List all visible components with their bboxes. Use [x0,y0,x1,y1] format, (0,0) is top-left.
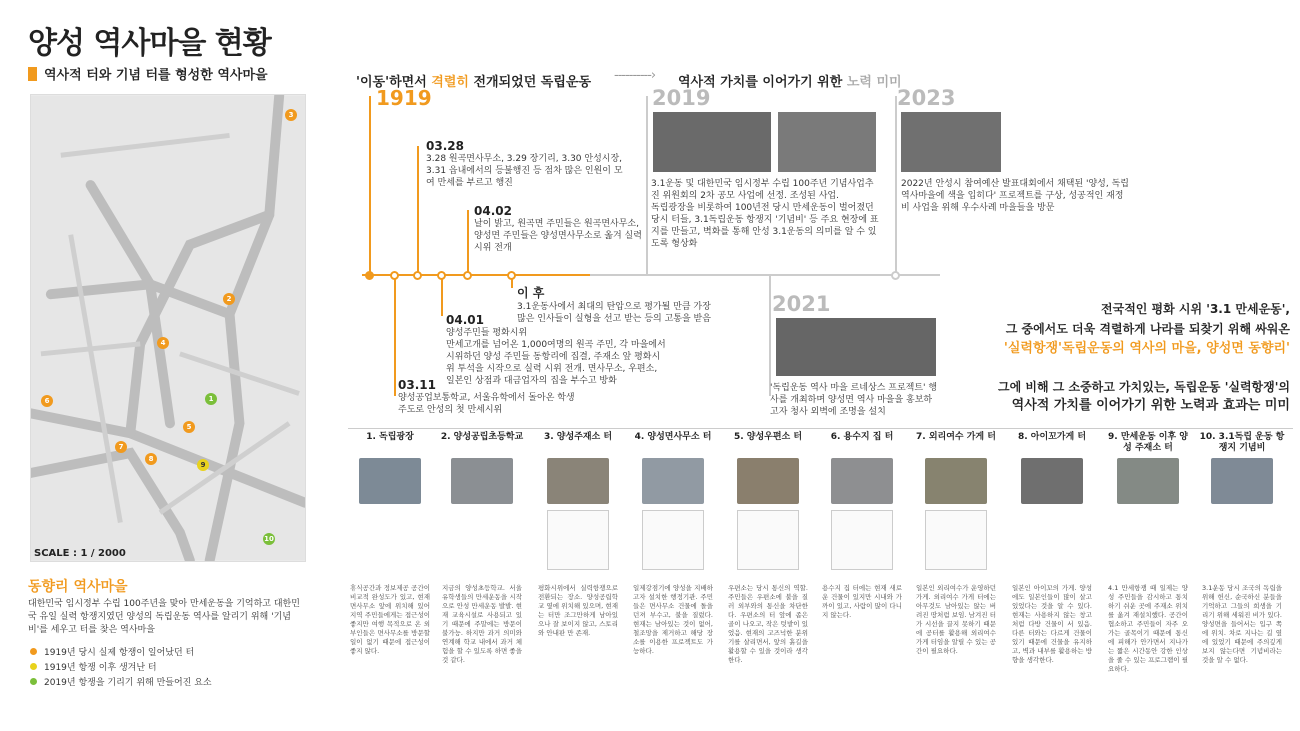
year-2019: 2019 [652,86,711,110]
site-photo [737,458,799,504]
timeline-dot [390,271,399,280]
photo-2021 [776,318,936,376]
summary-line-1: 전국적인 평화 시위 '3.1 만세운동', [1101,302,1290,316]
timeline-dot [463,271,472,280]
summary-line-5: 역사적 가치를 이어가기 위한 노력과 효과는 미미 [1011,398,1290,413]
event-2023-text: 2022년 안성시 참여예산 발표대회에서 채택된 '양성, 독립역사마을에 색을 입히다' 프로젝트를 구상, 성공적인 재정비 사업을 위해 우수사례 마을들을 방문 [901,179,1129,213]
subtitle-text: 역사적 터와 기념 터를 형성한 역사마을 [44,68,268,83]
site-sketch [642,510,704,570]
page-subtitle [28,64,268,83]
village-description: 대한민국 임시정부 수립 100주년을 맞아 만세운동을 기억하고 대한민국 유일 실력 항쟁지였던 양성의 독립운동 역사를 알리기 위해 '기념비'를 세우고 터를 찾은 역사마을 [28,599,300,635]
event-0401: 04.01 양성주민들 평화시위 만세고개를 넘어온 1,000여명의 원곡 주민, 각 마을에서 시위하던 양성 주민들 동항리에 집결, 주재소 앞 평화시위 투석을 시작으로 실력 시위 전개. 면사무소, 우편소, 일본인 상점과 대금업자의 집을 부수고 방화 [446,313,666,386]
legend-dot-yellow [30,663,37,670]
site-photo [1021,458,1083,504]
photo-2023 [901,112,1001,172]
map-pin-4[interactable]: 4 [157,337,169,349]
map-pin-5[interactable]: 5 [183,421,195,433]
site-column-5: 5. 양성우편소 터 우편소는 당시 통신의 역할. 주민들은 우편소에 불을 질러 외부와의 통신을 차단한다. 우편소의 터 앞에 좁은 골이 나오고, 작은 텃밭이 있었음. 현재의 고즈넉한 분위기를 살리면서, 앞의 흙길을 활용할 수 있을 것이라 생각한다. [728,432,808,664]
site-column-10: 10. 3.1독립 운동 항쟁지 기념비 3.1운동 당시 조국의 독립을 위해 헌신, 순국하신 분들을 기억하고 그들의 희생을 기리기 위해 세워진 비가 있다. 양성면을 들어서는 입구 쪽에 위치. 차로 지나는 길 옆에 있었기 때문에 주의깊게 보지 않는다면 기념비라는 것을 알 수 없다. [1199,432,1285,664]
timeline-stem [895,96,897,274]
timeline-stem [769,276,771,396]
page-title: 양성 역사마을 현황 [28,26,271,61]
event-0402: 04.02 날이 밝고, 원곡면 주민들은 원곡면사무소, 양성면 주민들은 양성면사무소로 옮겨 실력 시위 전개 [474,204,642,253]
legend-label: 1919년 항쟁 이후 생겨난 터 [44,663,157,673]
site-column-9: 9. 만세운동 이후 양성 주재소 터 4.1 만세항쟁 때 일제는 양성 주민들을 감시하고 통치하기 쉬운 곳에 주재소 위치를 옮겨 재설치했다. 공간이 협소하고 주민들이 자주 오가는 골목이기 때문에 통신에 피해가 안가면서 지나가는 짧은 시간동안 강한 인상을 줄 수 있는 프로그램이 필요하다. [1108,432,1188,673]
photo-2019-b [778,112,876,172]
event-0311: 03.11 양성공업보통학교, 서울유학에서 돌아온 학생 주도로 안성의 첫 만세시위 [398,378,575,415]
site-column-8: 8. 아이꼬가게 터 일본인 아이꼬의 가게. 양성에도 일본인들이 많이 살고 있었다는 것을 알 수 있다. 현재는 사용하지 않는 창고처럼 다방 건물이 서 있음. 다른 터와는 다르게 건물이 있기 때문에 건물을 유지하고, 벽과 내부를 활용하는 방향을 생각한다. [1012,432,1092,664]
legend-label: 1919년 당시 실제 항쟁이 일어났던 터 [44,648,195,658]
map-roads [31,95,305,561]
map-pin-6[interactable]: 6 [41,395,53,407]
timeline-dot [507,271,516,280]
map-pin-1[interactable]: 1 [205,393,217,405]
timeline-stem [369,96,371,276]
site-photo [831,458,893,504]
timeline-header-right: 역사적 가치를 이어가기 위한 노력 미미 [678,75,902,90]
map-scale: SCALE : 1 / 2000 [34,548,126,559]
legend-item [30,645,194,658]
timeline-stem [441,276,443,316]
village-title: 동향리 역사마을 [28,579,128,595]
site-photo [1211,458,1273,504]
map-pin-3[interactable]: 3 [285,109,297,121]
site-column-7: 7. 외리여수 가게 터 일본인 외리여수가 운영하던 가게. 외리여수 가게 터에는 아무것도 남아있는 않는 버려진 땅처럼 보임. 남겨진 터가 시선을 끌지 못하기 때문에 공터를 활용해 외리여수 가게 터임을 알릴 수 있는 공간이 필요하다. [916,432,996,655]
timeline-axis-gray [590,274,940,276]
site-column-6: 6. 용수지 집 터 용수지 집 터에는 현재 새로운 건물이 있지만 시내와 가까이 있고, 사람이 많이 다니지 않는다. [822,432,902,619]
summary-line-4: 그에 비해 그 소중하고 가치있는, 독립운동 '실력항쟁'의 [998,380,1290,394]
site-photo [547,458,609,504]
event-0328: 03.28 3.28 원곡면사무소, 3.29 장기리, 3.30 안성시장, 3.31 읍내에서의 등불행진 등 점차 많은 인원이 모여 만세를 부르고 행진 [426,139,623,188]
year-1919: 1919 [376,86,432,110]
site-sketch [925,510,987,570]
map-pin-2[interactable]: 2 [223,293,235,305]
site-sketch [831,510,893,570]
arrow-icon: ----------› [614,68,656,83]
timeline-stem [467,210,469,276]
legend-dot-green [30,678,37,685]
timeline-dot [365,271,374,280]
site-photo [359,458,421,504]
site-sketch [547,510,609,570]
map-pin-10[interactable]: 10 [264,535,274,543]
map-pin-9[interactable]: 9 [197,459,209,471]
summary-line-3: '실력항쟁'독립운동의 역사의 마을, 양성면 동향리' [1003,341,1290,356]
event-2019-text: 3.1운동 및 대한민국 임시정부 수립 100주년 기념사업추진 위원회의 2차 공모 사업에 선정. 조성된 사업. 독립광장을 비롯하여 100년전 당시 만세운동이 벌어졌던 당시 터들, 3.1독립운동 항쟁지 '기념비' 등 주요 현장에 표지를 만들고, 벽화를 통해 안성 3.1운동의 의미를 알 수 있도록 형상화 [651,179,879,249]
section-divider [348,428,1293,429]
timeline-stem [646,96,648,274]
timeline-stem [394,276,396,396]
site-photo [1117,458,1179,504]
year-2021: 2021 [772,292,831,316]
village-map [30,94,306,562]
site-photo [925,458,987,504]
site-column-2: 2. 양성공립초등학교 지금의 양성초등학교. 서울 유학생들의 만세운동을 시작으로 안성 만세운동 발발. 현재 교육시설로 사용되고 있기 때문에 주말에는 방문이 불가능. 하지만 과거 의미와 연계해 학교 내에서 과거 체험을 할 수 있도록 하면 좋을 것 같다. [440,432,524,664]
site-photo [642,458,704,504]
timeline-header-left: '이동'하면서 격렬히 전개되었던 독립운동 [356,75,592,90]
site-column-1: 1. 독립광장 휴식공간과 정보제공 공간이 비교적 완성도가 있고, 현재 면사무소 앞에 위치해 있어 지역 주민들에게는 접근성이 좋지만 여행 목적으로 온 외부인들은 면사무소를 방문할 일이 없기 때문에 접근성이 좋지 않다. [350,432,430,655]
site-column-3: 3. 양성주재소 터 평화시위에서 실력항쟁으로 전환되는 장소. 양성공립학교 옆에 위치해 있으며, 현재는 터만 조그만하게 남아있으나 잘 보이지 않고, 스토리와 안내판 만 존재. [538,432,618,637]
subtitle-bar [28,67,37,81]
map-pin-7[interactable]: 7 [115,441,127,453]
legend-item [30,660,157,673]
event-2021-text: '독립운동 역사 마을 르네상스 프로젝트' 행사를 개최하며 양성면 역사 마을을 홍보하고자 청사 외벽에 조명을 설치 [770,383,938,417]
timeline-dot [891,271,900,280]
photo-2019-a [653,112,771,172]
site-sketch [737,510,799,570]
timeline-dot [437,271,446,280]
legend-item [30,675,212,688]
year-2023: 2023 [897,86,956,110]
legend-label: 2019년 항쟁을 기리기 위해 만들어진 요소 [44,678,212,688]
map-pin-8[interactable]: 8 [145,453,157,465]
legend-dot-orange [30,648,37,655]
timeline-dot [413,271,422,280]
summary-line-2: 그 중에서도 더욱 격렬하게 나라를 되찾기 위해 싸워온 [1005,322,1290,336]
site-photo [451,458,513,504]
event-after: 이 후 3.1운동사에서 최대의 탄압으로 평가될 만큼 가장 많은 인사들이 실형을 선고 받는 등의 고통을 받음 [517,286,711,324]
timeline-stem [417,146,419,276]
site-column-4: 4. 양성면사무소 터 일제강점기에 양성을 지배하고자 설치한 행정기관. 주민들은 면사무소 건물에 돌을 던져 부수고, 불을 질렀다. 현재는 남아있는 것이 없어, 철조망을 제거하고 해당 장소를 이용한 프로젝트도 가능하다. [633,432,713,655]
